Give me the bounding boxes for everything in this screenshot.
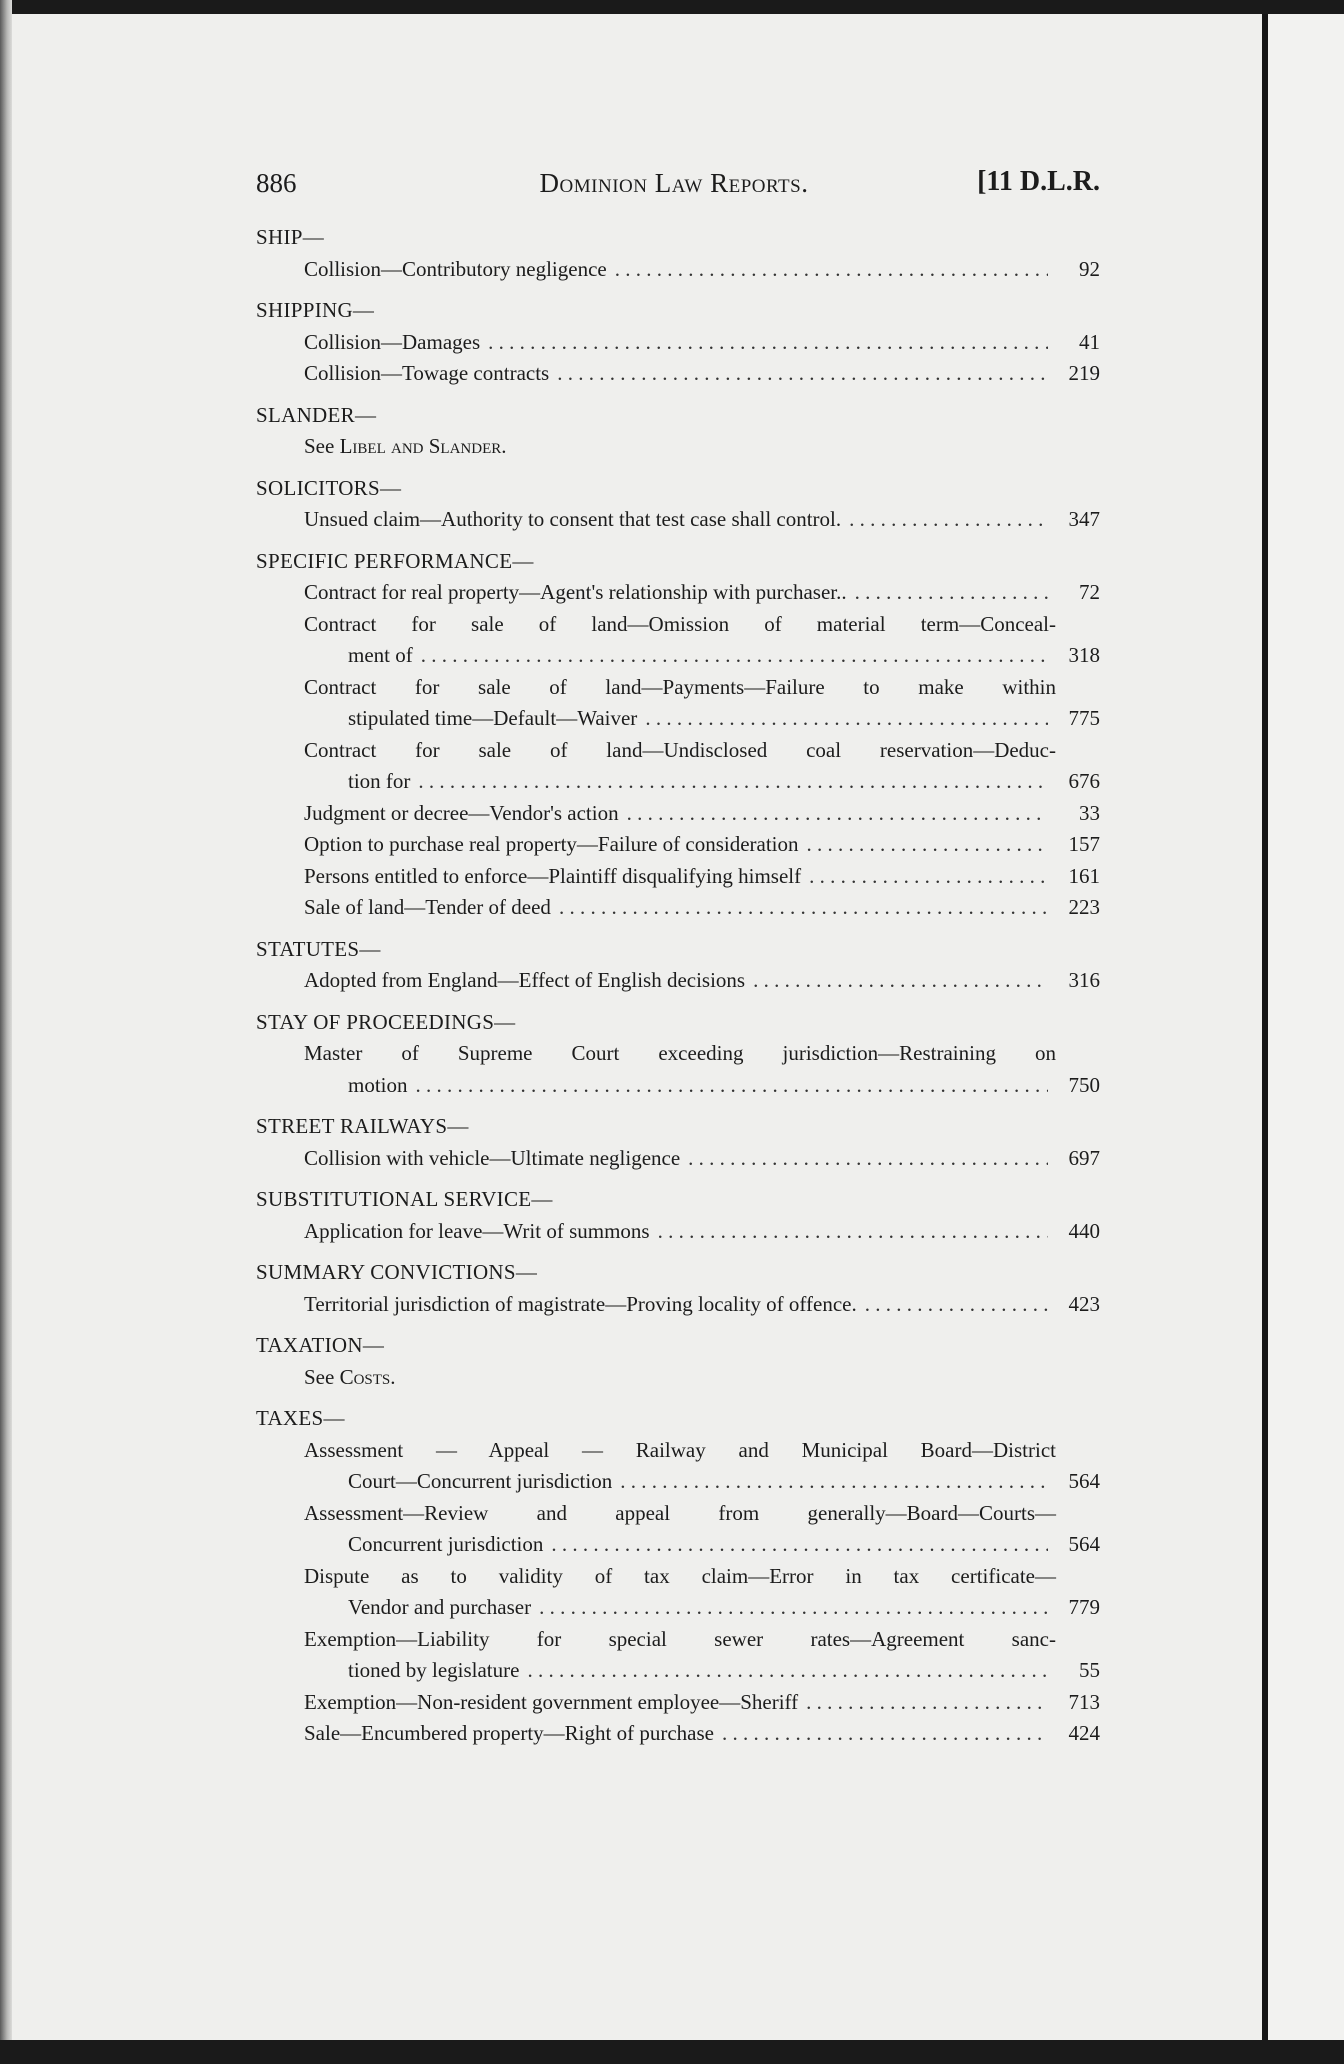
entry-text: Option to purchase real property—Failure of consideration: [304, 832, 799, 856]
index-section: [248, 934, 1100, 997]
page-reference: 161: [1068, 863, 1100, 888]
index-entry: [248, 609, 1100, 672]
dot-leader: [865, 1289, 1048, 1321]
facing-page-margin: [1268, 14, 1344, 2040]
dot-leader: [809, 861, 1048, 893]
entry-text: Application for leave—Writ of summons: [304, 1218, 650, 1243]
index-entry: [248, 1498, 1100, 1561]
index-entry: [248, 829, 1100, 861]
page-reference: 423: [1068, 1291, 1100, 1316]
entry-first-line: Exemption—Liability for special sewer rates—Agreement sanc-: [304, 1626, 1056, 1651]
index-entry: [248, 892, 1100, 924]
dot-leader: [620, 1466, 1048, 1498]
entry-first-line: Contract for sale of land—Omission of material term—Conceal-: [304, 611, 1056, 636]
dot-leader: [416, 1070, 1048, 1102]
entry-first-line: Master of Supreme Court exceeding jurisdiction—Restraining on: [304, 1041, 1056, 1065]
entry-text: Collision—Contributory negligence: [304, 256, 607, 281]
section-heading: SOLICITORS—: [256, 475, 402, 500]
section-heading: STAY OF PROCEEDINGS—: [256, 1009, 516, 1034]
dot-leader: [753, 965, 1048, 997]
section-heading: SLANDER—: [256, 402, 377, 427]
entry-text: Exemption—Non-resident government employee—Sheriff: [304, 1689, 799, 1714]
entry-text: stipulated time—Default—Waiver: [348, 706, 638, 730]
index-entry: [248, 672, 1100, 735]
section-heading: SPECIFIC PERFORMANCE—: [256, 548, 534, 573]
entry-continuation: [304, 1070, 1100, 1102]
volume-reference: [11 D.L.R.: [977, 166, 1100, 197]
running-header: [248, 150, 1100, 200]
index-section: [248, 473, 1100, 536]
dot-leader: [559, 892, 1048, 924]
entry-text: Persons entitled to enforce—Plaintiff disqualifying himself: [304, 863, 802, 888]
page-reference: 318: [1068, 643, 1100, 667]
entry-first-line: Dispute as to validity of tax claim—Error in tax certificate—: [304, 1563, 1056, 1588]
page-number: 886: [256, 168, 297, 198]
dot-leader: [855, 577, 1048, 609]
dot-leader: [488, 327, 1048, 359]
entry-continuation: [304, 640, 1100, 672]
page-reference: 33: [1079, 800, 1100, 825]
page-reference: 697: [1068, 1145, 1100, 1170]
entry-text: Adopted from England—Effect of English decisions: [304, 968, 746, 992]
dot-leader: [722, 1718, 1048, 1750]
index-entry: [248, 798, 1100, 830]
dot-leader: [539, 1592, 1048, 1624]
section-heading: STATUTES—: [256, 936, 381, 961]
see-target: Costs.: [339, 1364, 396, 1389]
index-entry: [248, 861, 1100, 893]
entry-text: Collision—Damages: [304, 329, 481, 354]
entry-continuation: [304, 703, 1100, 735]
see-prefix: See: [304, 434, 335, 458]
entry-text: Collision with vehicle—Ultimate negligence: [304, 1145, 681, 1170]
page-reference: 72: [1079, 580, 1100, 604]
page-reference: 564: [1068, 1469, 1100, 1493]
page-reference: 713: [1068, 1689, 1100, 1714]
entry-text: Concurrent jurisdiction: [348, 1532, 544, 1556]
dot-leader: [551, 1529, 1048, 1561]
index-section: [248, 400, 1100, 463]
page-reference: 41: [1079, 329, 1100, 354]
entry-text: Vendor and purchaser: [348, 1595, 532, 1619]
index-entry: [248, 327, 1100, 359]
section-heading: SUMMARY CONVICTIONS—: [256, 1260, 538, 1284]
page-reference: 92: [1079, 256, 1100, 281]
page-reference: 223: [1068, 895, 1100, 919]
index-entry: [248, 358, 1100, 390]
entry-continuation: [304, 1529, 1100, 1561]
section-heading: SHIP—: [256, 225, 325, 249]
entry-text: tion for: [348, 769, 411, 793]
index-entry: [248, 1143, 1100, 1175]
entry-text: tioned by legislature: [348, 1658, 520, 1682]
index-section: [248, 1330, 1100, 1393]
index-content: [248, 222, 1100, 1760]
index-section: [248, 1403, 1100, 1750]
index-entry: [248, 504, 1100, 536]
entry-text: Judgment or decree—Vendor's action: [304, 800, 619, 825]
index-entry: [248, 1435, 1100, 1498]
index-entry: [248, 1718, 1100, 1750]
index-entry: [248, 965, 1100, 997]
dot-leader: [807, 829, 1048, 861]
page-reference: 440: [1068, 1218, 1100, 1243]
see-target: Libel and Slander.: [339, 434, 507, 458]
page-reference: 316: [1068, 968, 1100, 992]
dot-leader: [615, 254, 1048, 286]
scan-border-bottom: [0, 2040, 1344, 2064]
index-entry: [248, 1687, 1100, 1719]
page-reference: 750: [1068, 1072, 1100, 1097]
dot-leader: [849, 504, 1048, 536]
index-section: [248, 1184, 1100, 1247]
entry-text: motion: [348, 1072, 408, 1097]
section-heading: STREET RAILWAYS—: [256, 1114, 469, 1138]
dot-leader: [418, 766, 1048, 798]
entry-text: Territorial jurisdiction of magistrate—Proving locality of offence.: [304, 1291, 857, 1316]
page-reference: 55: [1079, 1658, 1100, 1682]
index-entry: [248, 1216, 1100, 1248]
entry-text: Court—Concurrent jurisdiction: [348, 1469, 613, 1493]
entry-first-line: Contract for sale of land—Undisclosed coal reservation—Deduc-: [304, 737, 1056, 762]
index-section: [248, 295, 1100, 390]
entry-continuation: [304, 766, 1100, 798]
page-reference: 157: [1068, 832, 1100, 856]
page-reference: 424: [1068, 1721, 1100, 1745]
index-section: [248, 1257, 1100, 1320]
see-reference: [248, 431, 1100, 463]
dot-leader: [658, 1216, 1048, 1248]
page-reference: 676: [1068, 769, 1100, 793]
scan-border-left: [0, 0, 12, 2064]
entry-continuation: [304, 1592, 1100, 1624]
entry-text: Sale of land—Tender of deed: [304, 895, 551, 919]
entry-continuation: [304, 1655, 1100, 1687]
page-reference: 779: [1068, 1595, 1100, 1619]
index-entry: [248, 1289, 1100, 1321]
index-entry: [248, 1624, 1100, 1687]
page-reference: 564: [1068, 1532, 1100, 1556]
see-reference: [248, 1362, 1100, 1394]
entry-first-line: Assessment — Appeal — Railway and Municipal Board—District: [304, 1437, 1056, 1462]
section-heading: SHIPPING—: [256, 298, 375, 322]
dot-leader: [688, 1143, 1048, 1175]
see-prefix: See: [304, 1364, 335, 1389]
dot-leader: [806, 1687, 1048, 1719]
index-entry: [248, 1038, 1100, 1101]
index-entry: [248, 254, 1100, 286]
entry-text: Sale—Encumbered property—Right of purchase: [304, 1721, 714, 1745]
entry-continuation: [304, 1466, 1100, 1498]
scan-border-top: [0, 0, 1344, 14]
dot-leader: [627, 798, 1048, 830]
index-section: [248, 222, 1100, 285]
section-heading: SUBSTITUTIONAL SERVICE—: [256, 1187, 553, 1211]
section-heading: TAXATION—: [256, 1333, 385, 1357]
entry-text: Unsued claim—Authority to consent that test case shall control.: [304, 507, 842, 531]
dot-leader: [645, 703, 1048, 735]
page-reference: 347: [1068, 507, 1100, 531]
section-heading: TAXES—: [256, 1406, 345, 1430]
entry-first-line: Assessment—Review and appeal from generally—Board—Courts—: [304, 1500, 1056, 1525]
entry-text: Contract for real property—Agent's relationship with purchaser..: [304, 580, 847, 604]
entry-text: ment of: [348, 643, 413, 667]
index-entry: [248, 735, 1100, 798]
page-reference: 219: [1068, 361, 1100, 385]
running-title: Dominion Law Reports.: [539, 168, 809, 198]
index-entry: [248, 577, 1100, 609]
index-entry: [248, 1561, 1100, 1624]
dot-leader: [527, 1655, 1048, 1687]
dot-leader: [557, 358, 1048, 390]
page-reference: 775: [1068, 706, 1100, 730]
index-section: [248, 1007, 1100, 1102]
entry-text: Collision—Towage contracts: [304, 361, 550, 385]
index-section: [248, 1111, 1100, 1174]
dot-leader: [421, 640, 1048, 672]
entry-first-line: Contract for sale of land—Payments—Failure to make within: [304, 674, 1056, 699]
index-section: [248, 546, 1100, 924]
